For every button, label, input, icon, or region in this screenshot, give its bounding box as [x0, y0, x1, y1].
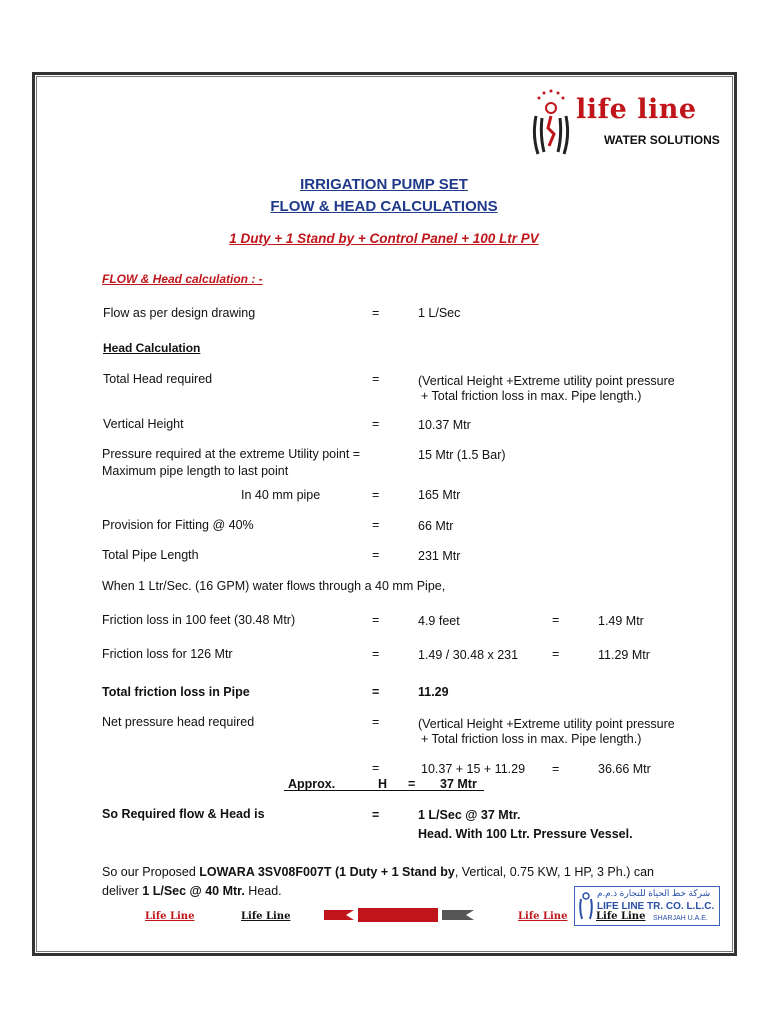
stamp-place: SHARJAH U.A.E.: [653, 915, 708, 922]
flow-value: 1 L/Sec: [418, 306, 461, 320]
proposal-specs: , Vertical, 0.75 KW, 1 HP, 3 Ph.) can: [454, 865, 654, 879]
footer-brand-2: Life Line: [241, 911, 291, 922]
proposal-text: deliver: [102, 884, 143, 898]
stamp-logo-icon: [578, 891, 594, 921]
vertical-value: 10.37 Mtr: [418, 418, 471, 432]
equals-sign: =: [372, 518, 380, 532]
equals-sign: =: [552, 613, 560, 627]
head-calc-heading: Head Calculation: [103, 341, 201, 355]
flow-condition-text: When 1 Ltr/Sec. (16 GPM) water flows through a 40 mm Pipe,: [102, 579, 446, 593]
equals-sign: =: [372, 417, 380, 431]
net-pressure-value-1: (Vertical Height +Extreme utility point pressure: [418, 717, 675, 731]
required-value-1: 1 L/Sec @ 37 Mtr.: [418, 808, 521, 822]
sum-result: 36.66 Mtr: [598, 762, 651, 776]
equals-sign: =: [372, 372, 380, 386]
pipe40-label: In 40 mm pipe: [241, 488, 321, 502]
friction-126-value: 1.49 / 30.48 x 231: [418, 648, 519, 662]
equals-sign: =: [552, 762, 560, 776]
friction-100-label: Friction loss in 100 feet (30.48 Mtr): [102, 613, 296, 627]
proposal-text: Head.: [244, 884, 282, 898]
total-pipe-value: 231 Mtr: [418, 549, 461, 563]
footer-brand-1: Life Line: [145, 911, 195, 922]
total-head-value-1: (Vertical Height +Extreme utility point pressure: [418, 374, 675, 388]
subtitle: 1 Duty + 1 Stand by + Control Panel + 100 Ltr PV: [229, 231, 539, 246]
life-line-logo-icon: [528, 86, 574, 158]
logo-tagline: WATER SOLUTIONS: [604, 133, 720, 147]
footer-brand-3: Life Line: [518, 911, 568, 922]
footer-brand-4: Life Line: [596, 911, 646, 922]
net-pressure-label: Net pressure head required: [102, 715, 255, 729]
equals-sign: =: [552, 647, 560, 661]
equals-sign: =: [372, 306, 380, 320]
pipe40-value: 165 Mtr: [418, 488, 461, 502]
required-value-2: Head. With 100 Ltr. Pressure Vessel.: [418, 827, 633, 841]
title-line-1: IRRIGATION PUMP SET: [300, 176, 468, 193]
equals-sign: =: [408, 777, 416, 791]
sum-value: 10.37 + 15 + 11.29: [421, 762, 526, 776]
vertical-label: Vertical Height: [103, 417, 184, 431]
max-pipe-label: Maximum pipe length to last point: [102, 464, 289, 478]
fitting-label: Provision for Fitting @ 40%: [102, 518, 254, 532]
stamp-company: LIFE LINE TR. CO. L.L.C.: [597, 901, 715, 912]
required-label: So Required flow & Head is: [102, 807, 265, 821]
title-line-2: FLOW & HEAD CALCULATIONS: [270, 198, 498, 215]
friction-126-label: Friction loss for 126 Mtr: [102, 647, 233, 661]
friction-100-value: 4.9 feet: [418, 614, 460, 628]
friction-126-result: 11.29 Mtr: [598, 648, 650, 662]
company-stamp: [574, 886, 720, 926]
equals-sign: =: [372, 715, 380, 729]
proposal-text: So our Proposed: [102, 865, 200, 879]
equals-sign: =: [372, 685, 380, 699]
approx-value: 37 Mtr: [440, 777, 477, 791]
stamp-arabic: شركة خط الحياة للتجارة ذ.م.م: [597, 888, 711, 898]
equals-sign: =: [372, 761, 380, 775]
approx-h: H: [378, 777, 388, 791]
equals-sign: =: [372, 808, 380, 822]
approx-label: Approx.: [288, 777, 336, 791]
total-pipe-label: Total Pipe Length: [102, 548, 199, 562]
total-head-value-2: + Total friction loss in max. Pipe length.): [421, 389, 642, 403]
logo-name: life line: [576, 94, 697, 125]
equals-sign: =: [372, 548, 380, 562]
flow-label: Flow as per design drawing: [103, 306, 256, 320]
fitting-value: 66 Mtr: [418, 519, 454, 533]
total-head-label: Total Head required: [103, 372, 213, 386]
total-friction-value: 11.29: [418, 685, 449, 699]
proposal-line-1: [102, 865, 654, 879]
pressure-label: Pressure required at the extreme Utility point =: [102, 447, 361, 461]
footer-banner-icon: [324, 904, 484, 926]
friction-100-result: 1.49 Mtr: [598, 614, 644, 628]
equals-sign: =: [372, 647, 380, 661]
net-pressure-value-2: + Total friction loss in max. Pipe length.): [421, 732, 642, 746]
total-friction-label: Total friction loss in Pipe: [102, 685, 250, 699]
pressure-value: 15 Mtr (1.5 Bar): [418, 448, 506, 462]
equals-sign: =: [372, 613, 380, 627]
equals-sign: =: [372, 488, 380, 502]
proposal-line-2: [102, 884, 282, 898]
proposal-capacity: 1 L/Sec @ 40 Mtr.: [142, 884, 245, 898]
section-flow-heading: FLOW & Head calculation : -: [102, 272, 263, 286]
proposal-model: LOWARA 3SV08F007T (1 Duty + 1 Stand by: [199, 865, 455, 879]
